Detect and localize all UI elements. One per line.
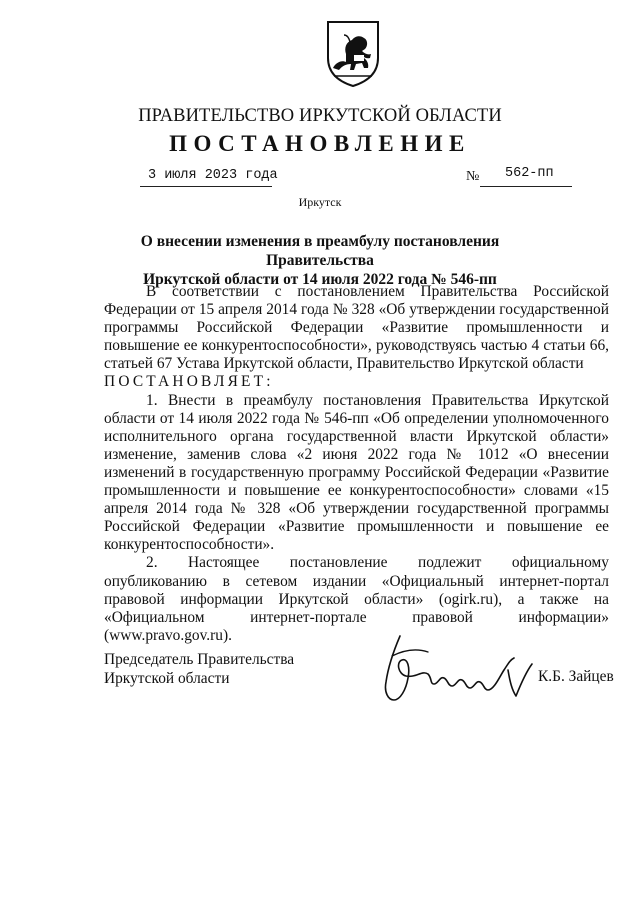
document-type: ПОСТАНОВЛЕНИЕ [169,131,471,156]
document-date: 3 июля 2023 года [148,168,278,183]
subject-line-2: Иркутской области от 14 июля 2022 года № 546-пп [143,271,497,288]
subject-line-1: О внесении изменения в преамбулу постановления Правительства [140,233,500,269]
government-name: ПРАВИТЕЛЬСТВО ИРКУТСКОЙ ОБЛАСТИ [138,106,502,126]
item-2-paragraph: 2. Настоящее постановление подлежит официальному опубликованию в сетевом издании «Официальный интернет-портал правовой информации Иркутской области» (ogirk.ru), а также на «Официальном интернет-портале правовой информации» (www.pravo.gov.ru). [104,554,609,644]
document-body [104,283,609,645]
decree-word: ПОСТАНОВЛЯЕТ: [104,373,274,391]
signer-name: К.Б. Зайцев [538,668,614,685]
signer-position-line-2: Иркутской области [104,670,230,687]
signer-position-line-1: Председатель Правительства [104,651,295,668]
document-subject [100,232,540,289]
handwritten-signature-icon [370,630,538,708]
document-number: 562-пп [505,166,554,181]
document-city: Иркутск [298,195,342,209]
coat-of-arms-icon [324,18,382,88]
date-underline [140,186,272,187]
preamble-paragraph: В соответствии с постановлением Правительства Российской Федерации от 15 апреля 2014 года № 328 «Об утверждении государственной программы Российской Федерации «Развитие промышленности и повышение ее конкурентоспособности», руководствуясь частью 4 статьи 66, статьей 67 Устава Иркутской области, Правительство Иркутской области [104,283,609,373]
item-1-paragraph: 1. Внести в преамбулу постановления Правительства Иркутской области от 14 июля 2022 года № 546-пп «Об определении уполномоченного исполнительного органа государственной власти Иркутской области» изменение, заменив слова «2 июня 2022 года № 1012 «О внесении изменений в государственную программу Российской Федерации «Развитие промышленности и повышение ее конкурентоспособности» словами «15 апреля 2014 года № 328 «Об утверждении государственной программы Российской Федерации «Развитие промышленности и повышение ее конкурентоспособности». [104,391,609,554]
number-sign: № [466,169,480,184]
signer-position [104,650,294,688]
number-underline [480,186,572,187]
